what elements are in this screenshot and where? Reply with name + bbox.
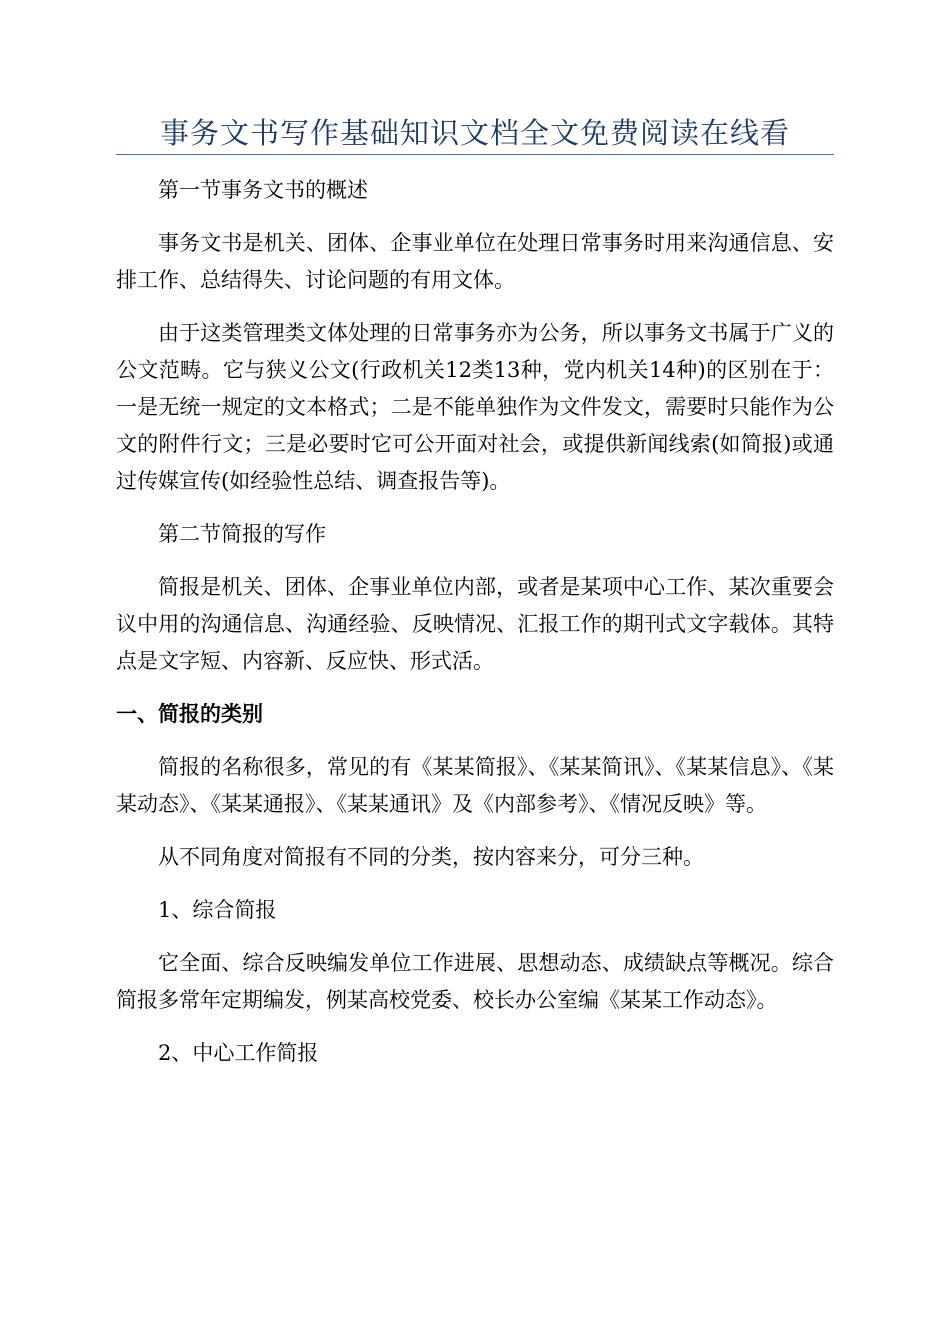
body-paragraph: 它全面、综合反映编发单位工作进展、思想动态、成绩缺点等概况。综合简报多常年定期编发，例某高校党委、校长办公室编《某某工作动态》。 [116, 951, 834, 1012]
body-paragraph: 从不同角度对简报有不同的分类，按内容来分，可分三种。 [158, 845, 704, 869]
section-heading: 一、简报的类别 [116, 702, 263, 726]
title-underline [116, 154, 834, 155]
document-body [116, 172, 834, 1088]
document-title: 事务文书写作基础知识文档全文免费阅读在线看 [159, 116, 790, 150]
body-paragraph: 事务文书是机关、团体、企事业单位在处理日常事务时用来沟通信息、安排工作、总结得失、讨论问题的有用文体。 [116, 231, 834, 292]
subsection-heading: 2、中心工作简报 [158, 1041, 319, 1065]
subsection-heading: 1、综合简报 [158, 898, 277, 922]
body-paragraph: 简报的名称很多，常见的有《某某简报》、《某某简讯》、《某某信息》、《某某动态》、《某某通报》、《某某通讯》及《内部参考》、《情况反映》等。 [116, 755, 834, 816]
subsection-heading: 第二节简报的写作 [158, 522, 326, 546]
body-paragraph: 简报是机关、团体、企事业单位内部，或者是某项中心工作、某次重要会议中用的沟通信息、沟通经验、反映情况、汇报工作的期刊式文字载体。其特点是文字短、内容新、反应快、形式活。 [116, 575, 834, 673]
subsection-heading: 第一节事务文书的概述 [158, 178, 368, 202]
body-paragraph: 由于这类管理类文体处理的日常事务亦为公务，所以事务文书属于广义的公文范畴。它与狭义公文(行政机关12类13种，党内机关14种)的区别在于：一是无统一规定的文本格式；二是不能单独作为文件发文，需要时只能作为公文的附件行文；三是必要时它可公开面对社会，或提供新闻线索(如简报)或通过传媒宣传(如经验性总结、调查报告等)。 [116, 321, 834, 493]
